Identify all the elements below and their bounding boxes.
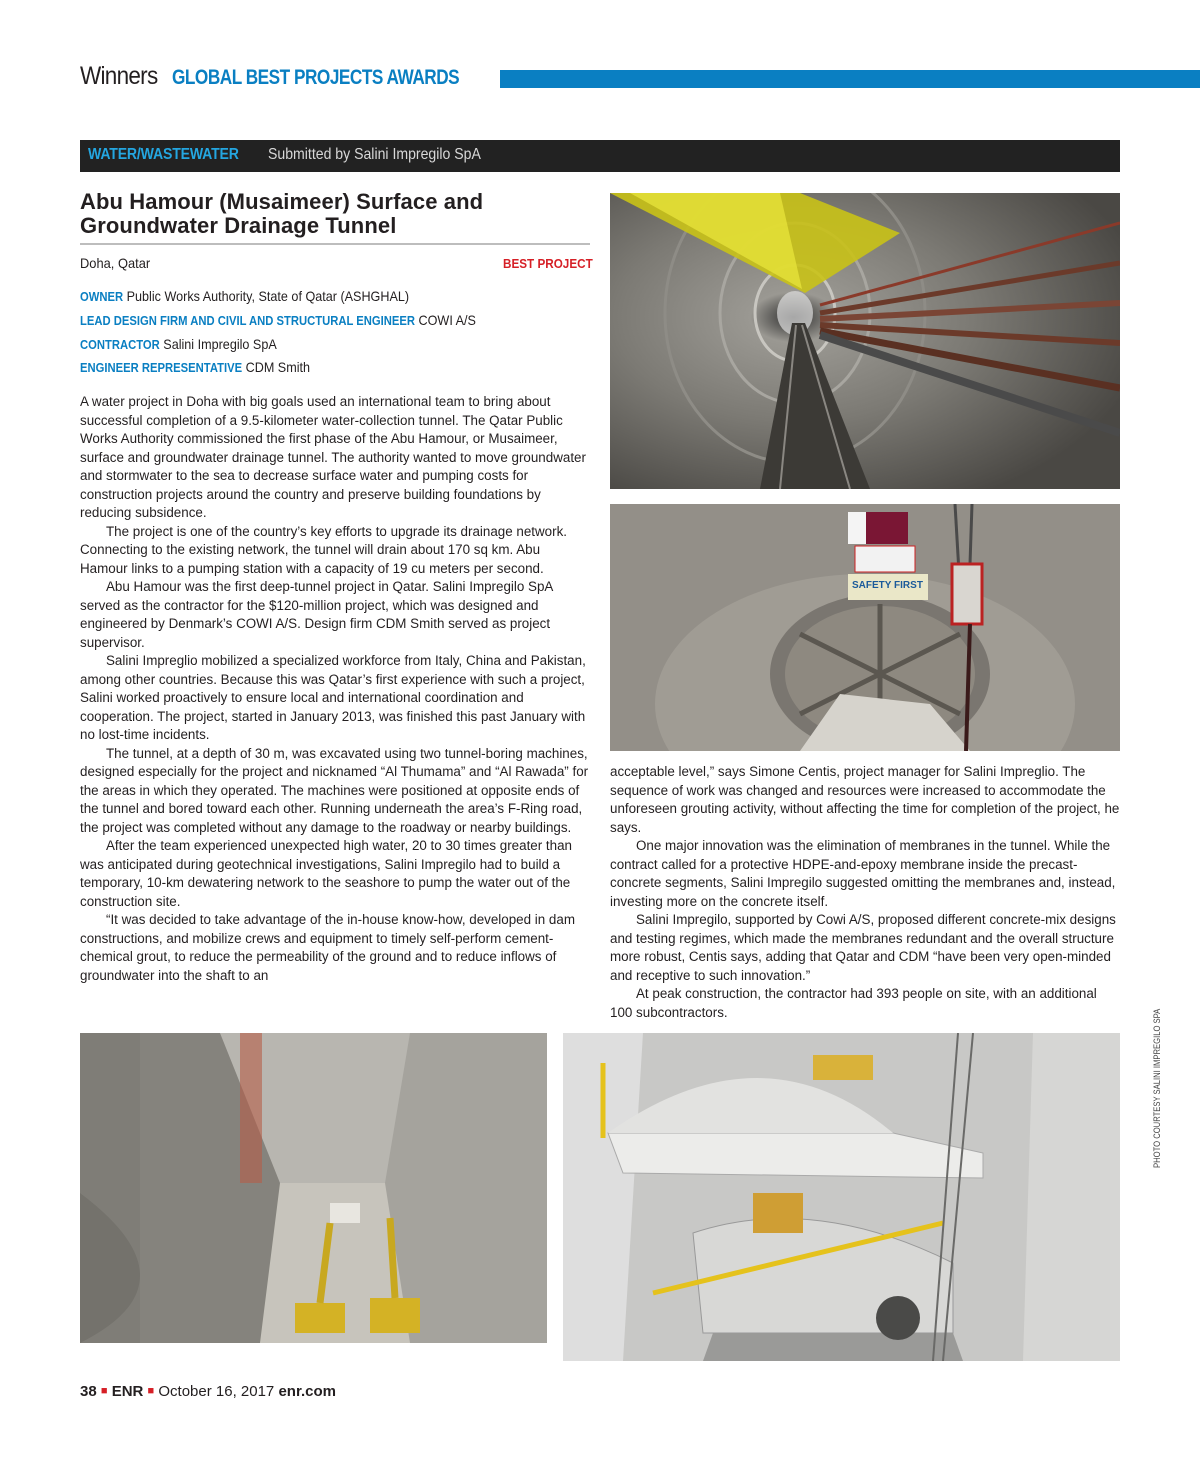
article-column-1 [80, 393, 590, 985]
credit-engineer-rep [80, 359, 310, 375]
paragraph: “It was decided to take advantage of the in-house know-how, developed in dam constructions, and mobilize crews and equipment to timely self-perform cement-chemical grout, to reduce the permeability of the ground and to reduce inflows of groundwater into the shaft to an [80, 912, 575, 983]
paragraph: Abu Hamour was the first deep-tunnel project in Qatar. Salini Impregilo SpA served as the contractor for the $120-million project, which was designed and engineered by Denmark’s COWI A/S. Design firm CDM Smith served as project supervisor. [80, 579, 553, 650]
project-location: Doha, Qatar [80, 255, 151, 271]
paragraph: One major innovation was the elimination of membranes in the tunnel. While the contract called for a protective HDPE-and-epoxy membrane inside the precast-concrete segments, Salini Impregilo suggested omitting the membranes and, instead, investing more on the concrete itself. [610, 838, 1116, 909]
credit-lead-design [80, 312, 476, 328]
paragraph: A water project in Doha with big goals used an international team to bring about successful completion of a 9.5-kilometer water-collection tunnel. The Qatar Public Works Authority commissioned the first phase of the Abu Hamour, or Musaimeer, surface and groundwater drainage tunnel. The authority wanted to move groundwater and stormwater to the sea to decrease surface water and pumping costs for construction projects around the country and preserve building foundations by reducing subsidence. [80, 394, 586, 520]
credit-owner [80, 288, 409, 304]
category-label: WATER/WASTEWATER [88, 146, 239, 163]
paragraph: After the team experienced unexpected high water, 20 to 30 times greater than was anticipated during geotechnical investigations, Salini Impregilo had to build a temporary, 10-km dewatering network to the seashore to pump the water out of the construction site. [80, 838, 572, 909]
paragraph: Salini Impregilo, supported by Cowi A/S, proposed different concrete-mix designs and testing regimes, which made the membranes redundant and the overall structure more robust, Centis says, adding that Qatar and CDM “have been very open-minded and receptive to such innovation.” [610, 912, 1116, 983]
paragraph: At peak construction, the contractor had 393 people on site, with an additional 100 subcontractors. [610, 986, 1097, 1020]
paragraph: acceptable level,” says Simone Centis, project manager for Salini Impreglio. The sequence of work was changed and resources were increased to accommodate the unforeseen grouting activity, without affecting the time for completion of the project, he says. [610, 764, 1120, 835]
page-footer [80, 1383, 336, 1400]
awards-heading: GLOBAL BEST PROJECTS AWARDS [172, 66, 460, 89]
shaft-platforms-photo [563, 1033, 1120, 1361]
shaft-excavators-photo [80, 1033, 547, 1343]
page-title [80, 190, 600, 238]
credit-contractor [80, 336, 277, 352]
title-rule [80, 243, 590, 245]
credit-label: ENGINEER REPRESENTATIVE [80, 361, 243, 375]
safety-sign-text: SAFETY FIRST [852, 580, 923, 591]
website[interactable]: enr.com [278, 1383, 336, 1400]
paragraph: Salini Impreglio mobilized a specialized workforce from Italy, China and Pakistan, among other countries. Because this was Qatar’s first experience with such a project, Salini worked proactively to ensure local and international coordination and cooperation. The project, started in January 2013, was finished this past January with no lost-time incidents. [80, 653, 586, 742]
section-label: Winners [80, 62, 158, 90]
credit-value: Salini Impregilo SpA [163, 336, 277, 352]
credit-value: CDM Smith [245, 359, 311, 375]
paragraph: The tunnel, at a depth of 30 m, was excavated using two tunnel-boring machines, designed especially for the project and nicknamed “Al Thumama” and “Al Rawada” for the areas in which they operated. The machines were positioned at opposite ends of the tunnel and bored toward each other. Running underneath the area’s F-Ring road, the project was completed without any damage to the roadway or nearby buildings. [80, 745, 589, 835]
separator-square: ■ [147, 1385, 155, 1397]
header-rule [500, 70, 1200, 88]
submitted-by: Submitted by Salini Impregilo SpA [268, 146, 481, 163]
credit-value: Public Works Authority, State of Qatar (ASHGHAL) [126, 288, 410, 304]
credit-value: COWI A/S [418, 312, 476, 328]
credit-label: LEAD DESIGN FIRM AND CIVIL AND STRUCTURAL ENGINEER [80, 314, 416, 328]
paragraph: The project is one of the country’s key efforts to upgrade its drainage network. Connecting to the existing network, the tunnel will drain about 170 sq km. Abu Hamour links to a pumping station with a capacity of 19 cu meters per second. [80, 523, 567, 576]
issue-date: October 16, 2017 [158, 1383, 275, 1400]
credit-label: OWNER [80, 290, 124, 304]
award-badge: BEST PROJECT [503, 256, 593, 271]
tunnel-interior-photo [610, 193, 1120, 489]
shaft-tbm-photo [610, 504, 1120, 751]
credit-label: CONTRACTOR [80, 338, 160, 352]
page-number: 38 [80, 1383, 97, 1400]
title-line-1: Abu Hamour (Musaimeer) Surface and [80, 189, 484, 214]
separator-square: ■ [100, 1385, 108, 1397]
article-column-2 [610, 763, 1120, 1022]
photo-credit: PHOTO COURTESY SALINI IMPREGILO SPA [1152, 1008, 1162, 1168]
magazine-name: ENR [111, 1383, 144, 1400]
title-line-2: Groundwater Drainage Tunnel [80, 213, 397, 238]
